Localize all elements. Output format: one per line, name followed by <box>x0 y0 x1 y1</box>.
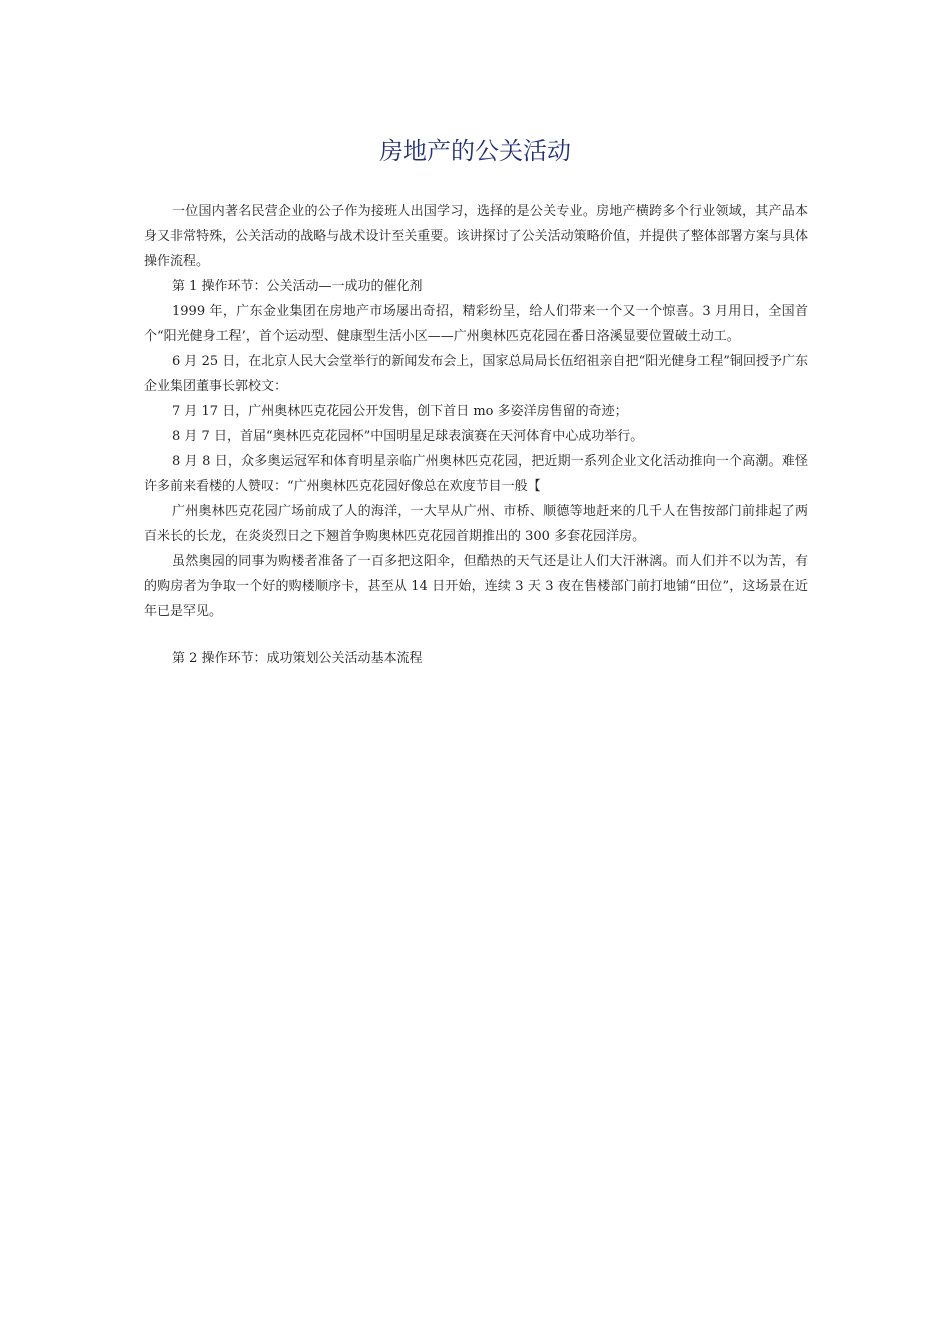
paragraph: 7 月 17 日，广州奥林匹克花园公开发售，创下首日 mo 多姿洋房售留的奇迹； <box>172 404 628 419</box>
paragraph: 6 月 25 日，在北京人民大会堂举行的新闻发布会上，国家总局局长伍绍祖亲自把“阳光健身工程”铜回授予广东企业集团董事长郭校文： <box>144 354 808 394</box>
document-body <box>144 199 808 671</box>
paragraph: 8 月 8 日，众多奥运冠军和体育明星亲临广州奥林匹克花园，把近期一系列企业文化活动推向一个高潮。难怪许多前来看楼的人赞叹：“广州奥林匹克花园好像总在欢度节目一般【 <box>144 454 808 494</box>
paragraph-intro: 一位国内著名民营企业的公子作为接班人出国学习，选择的是公关专业。房地产横跨多个行业领域，其产品本身又非常特殊，公关活动的战略与战术设计至关重要。该讲探讨了公关活动策略价值，并提供了整体部署方案与具体操作流程。 <box>144 204 808 269</box>
paragraph: 8 月 7 日，首届“奥林匹克花园杯”中国明星足球表演赛在天河体育中心成功举行。 <box>172 429 644 444</box>
document-title: 房地产的公关活动 <box>379 137 571 165</box>
section-heading-1: 第 1 操作环节：公关活动—一成功的催化剂 <box>172 279 423 294</box>
section-heading-2: 第 2 操作环节：成功策划公关活动基本流程 <box>172 651 423 666</box>
paragraph: 广州奥林匹克花园广场前成了人的海洋，一大早从广州、市桥、顺德等地赶来的几千人在售按部门前排起了两百米长的长龙，在炎炎烈日之下翘首争购奥林匹克花园首期推出的 300 多套花园洋房。 <box>144 504 808 544</box>
paragraph: 虽然奥园的同事为购楼者准备了一百多把这阳伞，但酷热的天气还是让人们大汗淋漓。而人们并不以为苦，有的购房者为争取一个好的购楼顺序卡，甚至从 14 日开始，连续 3 天 3 夜在售楼部门前打地铺“田位”，这场景在近年已是罕见。 <box>144 554 808 619</box>
paragraph: 1999 年，广东金业集团在房地产市场屡出奇招，精彩纷呈，给人们带来一个又一个惊喜。3 月用日，全国首个“阳光健身工程’，首个运动型、健康型生活小区——广州奥林匹克花园在番日洛溪显要位置破土动工。 <box>144 304 808 344</box>
